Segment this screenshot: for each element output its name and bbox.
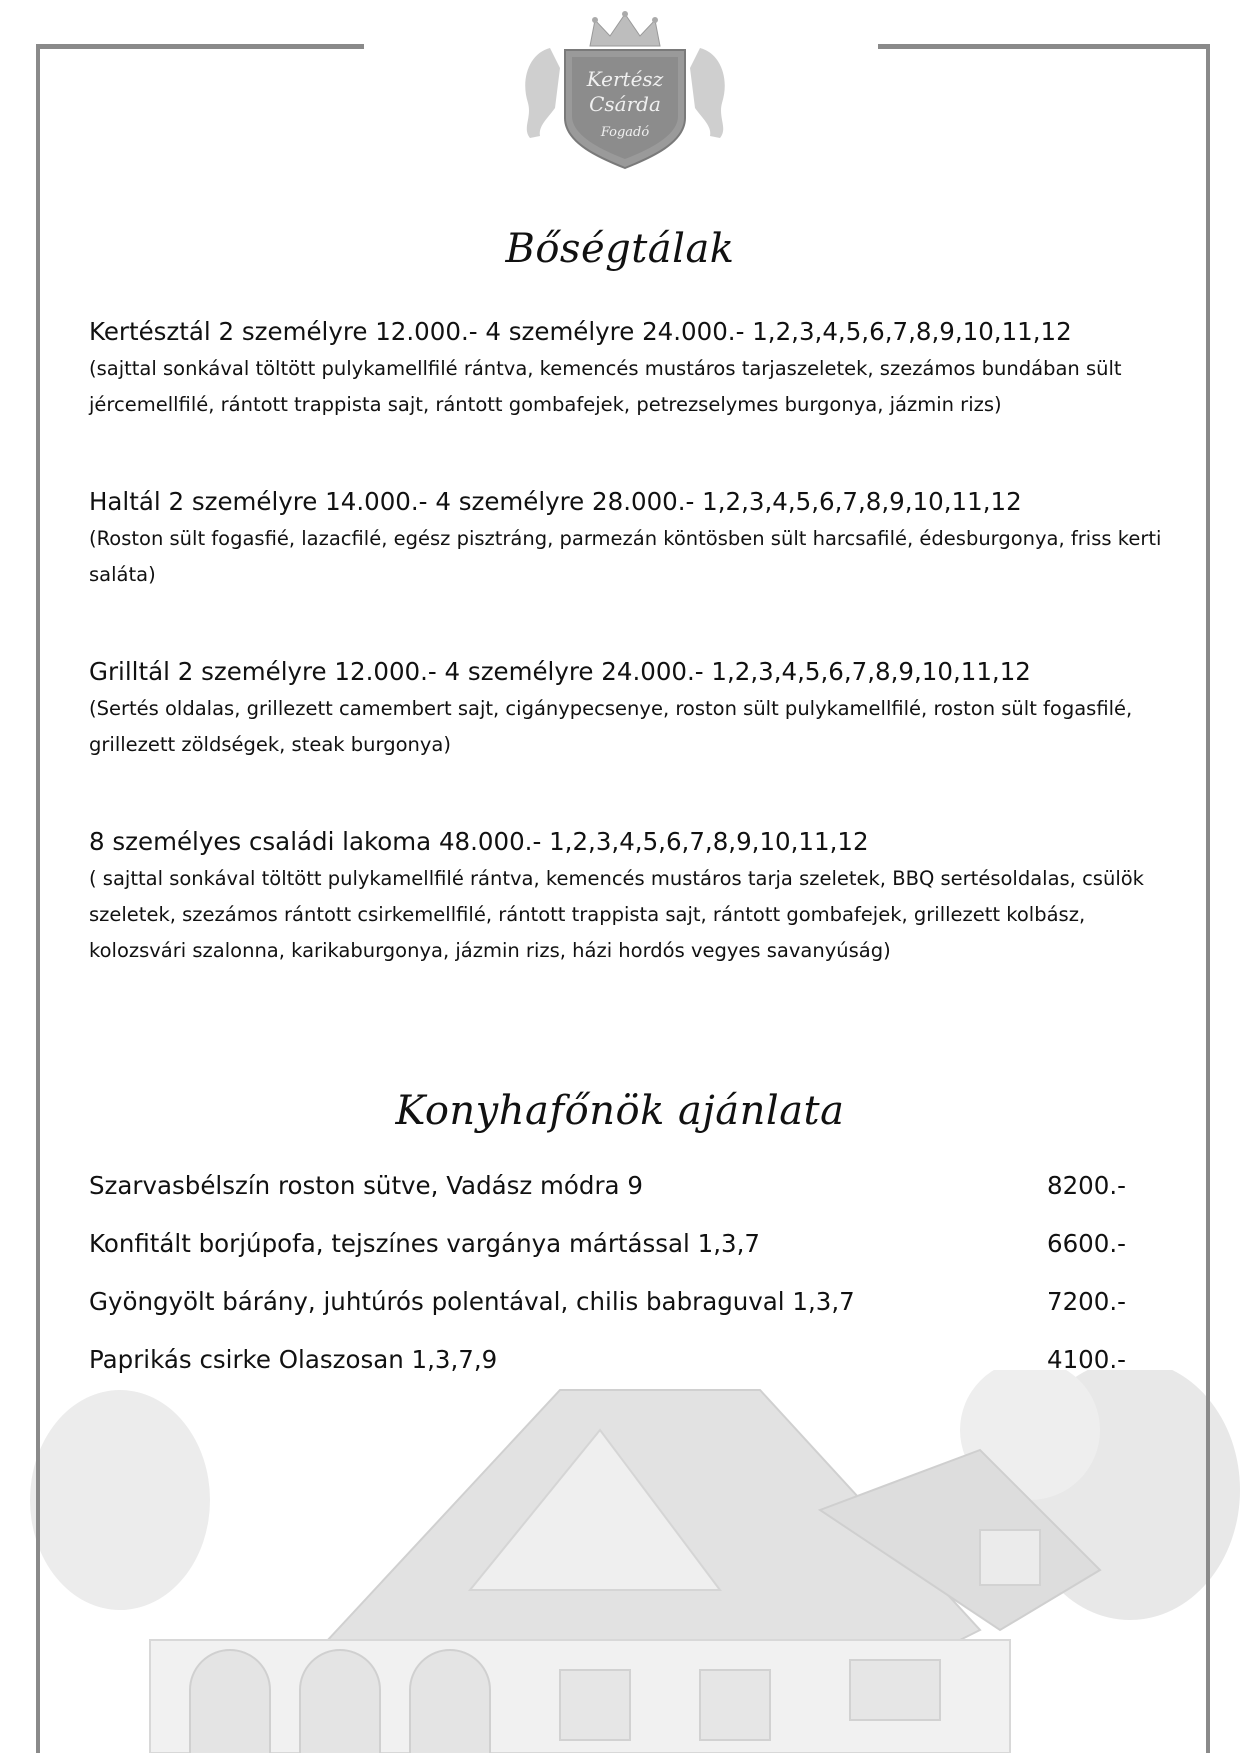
platter-title: Grilltál 2 személyre 12.000.- 4 személyre 24.000.- 1,2,3,4,5,6,7,8,9,10,11,12 (89, 657, 1031, 686)
section-title-platters: Bőségtálak (505, 226, 735, 272)
platter-item (89, 485, 1179, 593)
logo-line2: Csárda (589, 92, 661, 116)
platter-item (89, 825, 1179, 969)
dish-price: 4100.- (1047, 1345, 1126, 1374)
frame-left-line (36, 44, 40, 1753)
frame-top-right-line (878, 44, 1210, 49)
platter-title: Haltál 2 személyre 14.000.- 4 személyre 28.000.- 1,2,3,4,5,6,7,8,9,10,11,12 (89, 487, 1022, 516)
dish-name: Szarvasbélszín roston sütve, Vadász módra 9 (89, 1171, 643, 1200)
dish-price: 7200.- (1047, 1287, 1126, 1316)
platter-description: (sajttal sonkával töltött pulykamellfilé rántva, kemencés mustáros tarjaszeletek, szezámos bundában sült jércemellfilé, rántott trappista sajt, rántott gombafejek, petrezselymes burgonya, jázmin rizs) (89, 357, 1122, 416)
platter-title: 8 személyes családi lakoma 48.000.- 1,2,3,4,5,6,7,8,9,10,11,12 (89, 827, 869, 856)
dish-name: Paprikás csirke Olaszosan 1,3,7,9 (89, 1345, 498, 1374)
frame-right-line (1206, 44, 1210, 1753)
frame-top-left-line (36, 44, 364, 49)
kertesz-csarda-logo (510, 8, 740, 178)
section-title-chef-recommendation: Konyhafőnök ajánlata (395, 1088, 845, 1134)
dish-name: Konfitált borjúpofa, tejszínes vargánya mártással 1,3,7 (89, 1229, 760, 1258)
platter-description: (Roston sült fogasfié, lazacfilé, egész pisztráng, parmezán köntösben sült harcsafilé, édesburgonya, friss kerti saláta) (89, 527, 1162, 586)
dish-name: Gyöngyölt bárány, juhtúrós polentával, chilis babraguval 1,3,7 (89, 1287, 855, 1316)
logo-line3: Fogadó (600, 125, 650, 140)
platter-item (89, 315, 1179, 423)
logo-line1: Kertész (586, 67, 664, 91)
platter-description: ( sajttal sonkával töltött pulykamellfilé rántva, kemencés mustáros tarja szeletek, BBQ sertésoldalas, csülök szeletek, szezámos rántott csirkemellfilé, rántott trappista sajt, rántott gombafejek, grillezett kolbász, kolozsvári szalonna, karikaburgonya, jázmin rizs, házi hordós vegyes savanyúság) (89, 867, 1144, 962)
platter-title: Kertésztál 2 személyre 12.000.- 4 személyre 24.000.- 1,2,3,4,5,6,7,8,9,10,11,12 (89, 317, 1072, 346)
platter-item (89, 655, 1179, 763)
platter-description: (Sertés oldalas, grillezett camembert sajt, cigánypecsenye, roston sült pulykamellfilé, roston sült fogasfilé, grillezett zöldségek, steak burgonya) (89, 697, 1133, 756)
inn-building-watermark (0, 1370, 1240, 1753)
dish-price: 8200.- (1047, 1171, 1126, 1200)
dish-price: 6600.- (1047, 1229, 1126, 1258)
